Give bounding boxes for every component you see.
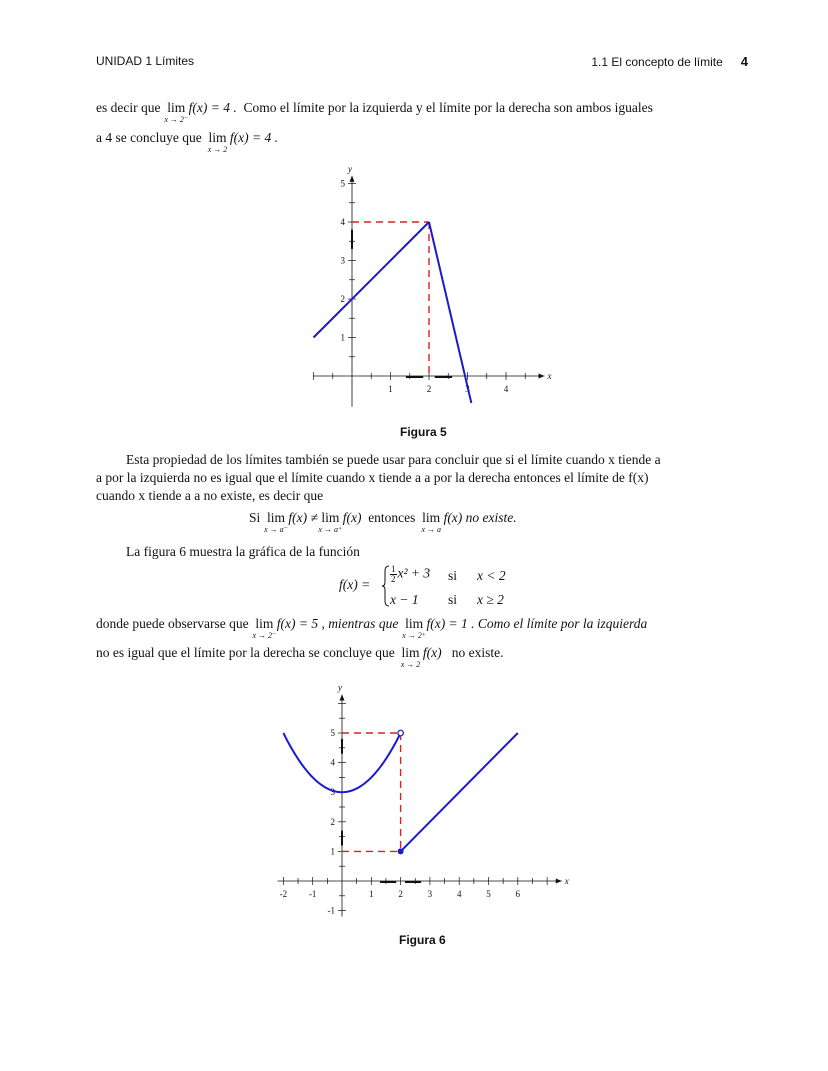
text-como: Como el límite por la izquierda y el límite por la derecha son ambos iguales	[243, 100, 653, 115]
limit-a-right: lim x → a⁺	[318, 510, 343, 534]
fraction-one-half: $\frac{1}{2}$	[391, 564, 396, 584]
text-concluye: a 4 se concluye que	[96, 130, 202, 145]
piece-2-expr: x − 1	[390, 592, 419, 607]
piece-2-si: si	[448, 592, 458, 607]
fig5-ytick-label-4: 4	[340, 217, 345, 227]
section-title: 1.1 El concepto de límite	[591, 55, 723, 69]
text-es-decir: es decir que	[96, 100, 161, 115]
figure-5-caption: Figura 5	[400, 425, 447, 439]
text-no-es-igual: no es igual que el límite por la derecha se concluye que	[96, 645, 395, 660]
fig5-y-arrow	[350, 176, 355, 182]
text-no-existe-b: no existe.	[451, 645, 504, 660]
fig6-xtick-label-5: 5	[486, 889, 491, 899]
limit-value-end: f(x) = 4 .	[229, 130, 278, 145]
fig6-ytick-label-2: 2	[330, 816, 335, 827]
fig5-x-arrow	[539, 374, 545, 379]
paragraph-4-line-2	[96, 645, 504, 669]
fig6-x-arrow	[556, 879, 562, 884]
fx: f(x)	[342, 510, 362, 525]
fig6-xtick-label-1: 1	[369, 889, 374, 899]
paragraph-2-line-1: Esta propiedad de los límites también se puede usar para concluir que si el límite cuando x tiende a	[126, 452, 661, 467]
limit-a: lim x → a	[421, 510, 441, 534]
piecewise-lhs: f(x) =	[339, 577, 371, 592]
fx-not-equal: f(x) ≠	[288, 510, 318, 525]
piece-1-si: si	[448, 568, 458, 583]
limit-left-2b: lim x → 2⁻	[252, 616, 277, 640]
fig5-series-0	[314, 222, 430, 338]
figure-6-graph	[270, 670, 580, 925]
fig5-xtick-label-1: 1	[388, 384, 393, 394]
fig6-y-axis-label: y	[338, 682, 342, 693]
limit-two-sided: lim x → 2	[207, 130, 228, 154]
fig6-closed-point	[398, 848, 404, 854]
fig6-ytick-label-3: 3	[330, 787, 335, 798]
limit-right-value: f(x) = 1 . Como el límite por la izquierda	[426, 616, 648, 631]
limit-left-value: f(x) = 5 , mientras que	[276, 616, 399, 631]
fig6-open-point	[398, 730, 404, 736]
fig5-xtick-label-3: 3	[465, 384, 470, 394]
text-entonces: entonces	[368, 510, 416, 525]
text-si: Si	[249, 510, 261, 525]
limit-value: f(x) = 4 .	[188, 100, 237, 115]
piece-1-cond: x < 2	[477, 568, 506, 583]
fig6-x-axis-label: x	[564, 876, 569, 886]
paragraph-2-line-2: a por la izquierda no es igual que el límite cuando x tiende a a por la derecha entonces el límite de f(x)	[96, 470, 649, 485]
piece-1	[390, 565, 430, 584]
formula-limits-differ	[249, 510, 517, 534]
paragraph-1-line-1	[96, 100, 653, 124]
fig5-xtick-label-2: 2	[426, 384, 432, 394]
text-donde: donde puede observarse que	[96, 616, 249, 631]
text-no-existe: f(x) no existe.	[443, 510, 517, 525]
paragraph-4-line-1	[96, 616, 648, 640]
fig6-ytick-label-5: 5	[330, 728, 335, 738]
fig5-y-axis-label: y	[348, 163, 352, 174]
figure-6-caption: Figura 6	[399, 933, 446, 947]
fig6-xtick-label--1: -1	[308, 889, 317, 899]
fig5-xtick-label-4: 4	[503, 384, 509, 394]
fig5-ticks	[314, 179, 526, 395]
limit-right-2: lim x → 2⁺	[402, 616, 426, 640]
piece-1-expr: x² + 3	[397, 565, 431, 581]
fig6-axes	[278, 695, 562, 917]
fig5-ytick-label-2: 2	[340, 294, 345, 304]
running-header-right	[591, 54, 748, 69]
limit-left-2: lim x → 2⁻	[164, 100, 189, 124]
figure-5-graph	[300, 158, 560, 420]
fig6-ytick-label--1: -1	[327, 905, 335, 916]
fx-b: f(x)	[422, 645, 442, 660]
fig6-y-arrow	[340, 695, 345, 701]
fig6-series-1	[401, 733, 518, 851]
fig5-guides	[352, 222, 452, 377]
page-number: 4	[740, 54, 748, 69]
fig6-guides	[342, 733, 421, 882]
fig6-ytick-label-4: 4	[330, 757, 335, 768]
fig6-xtick-label-6: 6	[515, 889, 521, 899]
running-header-left: UNIDAD 1 Límites	[96, 54, 195, 68]
fig6-xtick-label--2: -2	[279, 889, 288, 899]
paragraph-3-intro: La figura 6 muestra la gráfica de la función	[126, 544, 360, 559]
fig6-xtick-label-3: 3	[427, 889, 433, 899]
fig5-ytick-label-5: 5	[340, 178, 345, 189]
fig6-ytick-label-1: 1	[330, 846, 335, 857]
fig5-x-axis-label: x	[547, 371, 552, 381]
fig5-ytick-label-3: 3	[340, 255, 345, 266]
fig6-xtick-label-4: 4	[456, 889, 462, 899]
limit-two-sided-b: lim x → 2	[400, 645, 421, 669]
paragraph-2-line-3: cuando x tiende a a no existe, es decir que	[96, 488, 324, 503]
paragraph-1-line-2	[96, 130, 278, 154]
fig6-ticks	[280, 703, 547, 915]
fig5-ytick-label-1: 1	[340, 332, 345, 343]
limit-a-left: lim x → a⁻	[264, 510, 288, 534]
fig6-xtick-label-2: 2	[398, 889, 403, 899]
piece-2-cond: x ≥ 2	[477, 592, 504, 607]
